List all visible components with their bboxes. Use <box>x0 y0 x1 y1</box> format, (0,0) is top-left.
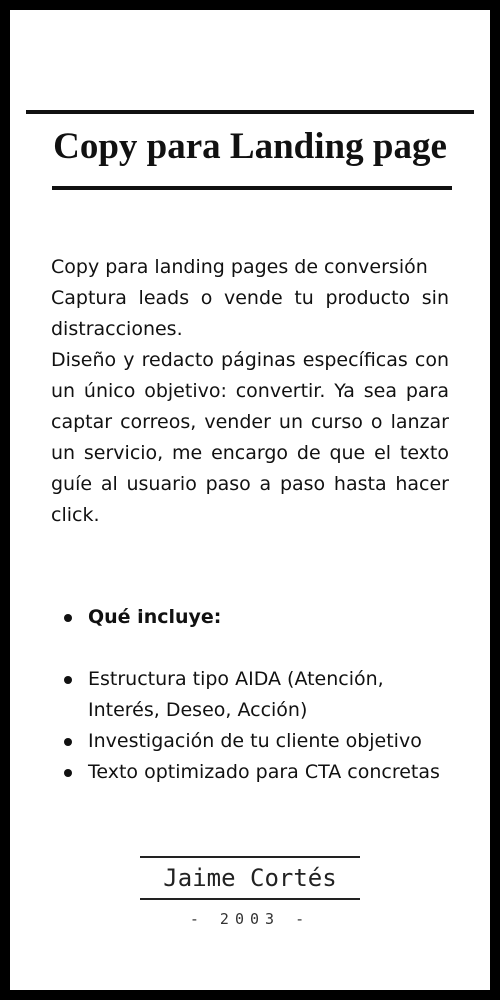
title-top-rule <box>26 110 474 114</box>
title-bottom-rule <box>52 186 452 190</box>
description <box>51 252 449 531</box>
feature-item: Estructura tipo AIDA (Atención, Interés, Deseo, Acción) <box>88 664 449 726</box>
service-card <box>10 10 490 990</box>
signature-year: - 2003 - <box>189 910 311 928</box>
feature-item: Texto optimizado para CTA concretas <box>88 757 449 788</box>
page-title: Copy para Landing page <box>53 126 447 167</box>
includes-heading-list <box>51 602 449 633</box>
feature-item: Investigación de tu cliente objetivo <box>88 726 449 757</box>
description-paragraph: Diseño y redacto páginas específicas con un único objetivo: convertir. Ya sea para captar correos, vender un curso o lanzar un servicio, me encargo de que el texto guíe al usuario paso a paso hasta hacer click. <box>51 349 449 526</box>
signature-logo <box>10 856 490 932</box>
signature-name: Jaime Cortés <box>163 864 337 892</box>
description-subtitle-line: Captura leads o vende tu producto sin distracciones. <box>51 287 449 340</box>
description-heading-line: Copy para landing pages de conversión <box>51 256 428 278</box>
features-list <box>51 664 449 788</box>
signature-bottom-line <box>140 898 360 900</box>
includes-heading: Qué incluye: <box>88 602 449 633</box>
